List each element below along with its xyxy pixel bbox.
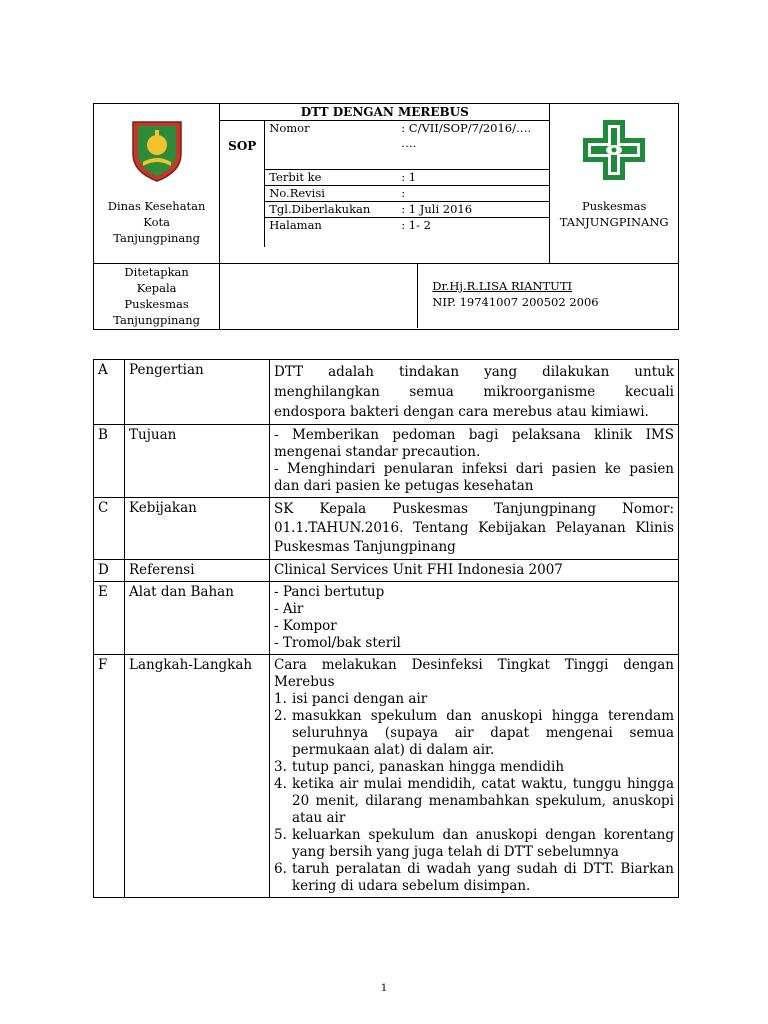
document-title: DTT DENGAN MEREBUS <box>220 104 549 121</box>
ditetapkan-line: Tanjungpinang <box>113 313 201 327</box>
field-label: Nomor <box>265 121 397 169</box>
step-item <box>274 827 674 861</box>
list-item: - Tromol/bak steril <box>274 635 401 651</box>
step-item <box>274 861 674 895</box>
section-list <box>270 425 679 498</box>
sop-label: SOP <box>220 121 265 247</box>
field-label: No.Revisi <box>265 185 397 201</box>
section-text: Clinical Services Unit FHI Indonesia 2007 <box>270 560 679 582</box>
org-cell <box>94 104 220 264</box>
section-row <box>94 560 679 582</box>
puskesmas-logo-icon <box>581 118 647 182</box>
field-label: Terbit ke <box>265 169 397 185</box>
step-text: keluarkan spekulum dan anuskopi dengan korentang yang bersih yang juga telah di DTT sebelumnya <box>292 827 674 860</box>
signature-blank <box>220 264 418 328</box>
step-item <box>274 708 674 759</box>
signer-block <box>418 264 598 328</box>
puskesmas-cell <box>550 104 679 264</box>
steps-cell <box>270 655 679 898</box>
section-letter: C <box>94 498 125 560</box>
regional-emblem-icon <box>127 118 187 184</box>
sop-header-table <box>93 103 679 330</box>
section-row <box>94 655 679 898</box>
section-title: Pengertian <box>125 360 270 425</box>
step-item <box>274 691 674 708</box>
org-name-line: Tanjungpinang <box>113 231 201 245</box>
section-row <box>94 582 679 655</box>
section-title: Kebijakan <box>125 498 270 560</box>
section-row <box>94 360 679 425</box>
list-item: - Air <box>274 601 304 617</box>
section-title: Tujuan <box>125 425 270 498</box>
puskesmas-label: Puskesmas <box>581 199 647 213</box>
field-label: Tgl.Diberlakukan <box>265 201 397 217</box>
puskesmas-name: TANJUNGPINANG <box>559 215 669 229</box>
section-title: Alat dan Bahan <box>125 582 270 655</box>
section-title: Referensi <box>125 560 270 582</box>
steps-intro: Cara melakukan Desinfeksi Tingkat Tinggi dengan Merebus <box>274 657 674 690</box>
section-row <box>94 425 679 498</box>
step-text: isi panci dengan air <box>292 691 428 707</box>
section-letter: D <box>94 560 125 582</box>
step-item <box>274 776 674 827</box>
section-title: Langkah-Langkah <box>125 655 270 898</box>
step-text: tutup panci, panaskan hingga mendidih <box>292 759 565 775</box>
sop-fields <box>265 121 549 247</box>
step-item <box>274 759 674 776</box>
step-number: 3. <box>274 759 287 775</box>
section-letter: E <box>94 582 125 655</box>
field-value: : C/VII/SOP/7/2016/…. …. <box>397 121 549 169</box>
ditetapkan-line: Kepala <box>136 281 177 295</box>
step-number: 1. <box>274 691 287 707</box>
list-item: - Menghindari penularan infeksi dari pasien ke pasien dan dari pasien ke petugas kesehatan <box>274 461 674 494</box>
section-letter: B <box>94 425 125 498</box>
list-item: - Memberikan pedoman bagi pelaksana klinik IMS mengenai standar precaution. <box>274 427 674 460</box>
step-text: masukkan spekulum dan anuskopi hingga terendam seluruhnya (supaya air dapat mengenai semua permukaan alat) di dalam air. <box>292 708 674 758</box>
step-number: 2. <box>274 708 287 724</box>
section-list <box>270 582 679 655</box>
section-text: SK Kepala Puskesmas Tanjungpinang Nomor: 01.1.TAHUN.2016. Tentang Kebijakan Pelayanan Klinis Puskesmas Tanjungpinang <box>270 498 679 560</box>
step-number: 6. <box>274 861 287 877</box>
field-value: : 1- 2 <box>401 217 431 232</box>
ditetapkan-cell <box>94 264 220 330</box>
page-number: 1 <box>380 983 388 994</box>
section-text: DTT adalah tindakan yang dilakukan untuk menghilangkan semua mikroorganisme kecuali endospora bakteri dengan cara merebus atau kimiawi. <box>270 360 679 425</box>
org-name-line: Dinas Kesehatan <box>107 199 206 213</box>
list-item: - Panci bertutup <box>274 584 385 600</box>
step-number: 4. <box>274 776 287 792</box>
ditetapkan-line: Puskesmas <box>124 297 189 311</box>
section-letter: F <box>94 655 125 898</box>
procedure-table <box>93 359 679 898</box>
field-label: Halaman <box>269 217 322 232</box>
list-item: - Kompor <box>274 618 337 634</box>
signature-cell <box>220 264 679 330</box>
signer-nip: NIP. 19741007 200502 2006 <box>432 295 599 309</box>
step-number: 5. <box>274 827 287 843</box>
field-value: : 1 <box>397 169 549 185</box>
field-value: : <box>397 185 549 201</box>
org-name-line: Kota <box>143 215 170 229</box>
sop-info-cell <box>220 104 550 264</box>
step-text: taruh peralatan di wadah yang sudah di DTT. Biarkan kering di udara sebelum disimpan. <box>292 861 674 894</box>
section-letter: A <box>94 360 125 425</box>
field-value: : 1 Juli 2016 <box>397 201 549 217</box>
org-name <box>94 198 219 246</box>
section-row <box>94 498 679 560</box>
ditetapkan-line: Ditetapkan <box>124 265 189 279</box>
step-text: ketika air mulai mendidih, catat waktu, tunggu hingga 20 menit, dilarang menambahkan spekulum, anuskopi atau air <box>292 776 674 826</box>
signer-name: Dr.Hj.R.LISA RIANTUTI <box>432 279 573 293</box>
